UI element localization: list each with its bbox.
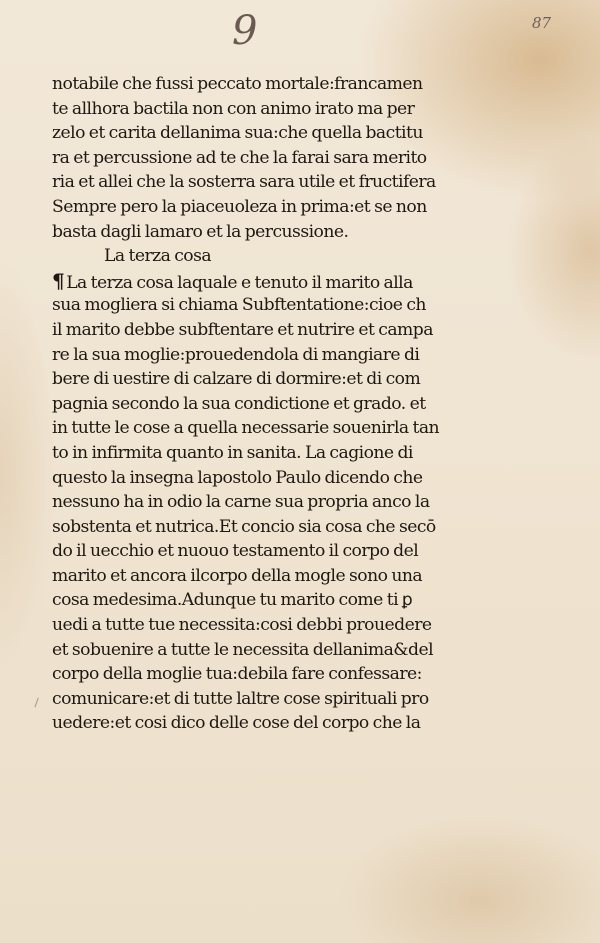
text-line: cosa medesima.Adunque tu marito come ti ꝑ bbox=[52, 590, 413, 611]
corner-page-number: 87 bbox=[532, 14, 552, 32]
text-line: do il uecchio et nuouo testamento il corpo del bbox=[52, 541, 419, 562]
text-line: marito et ancora ilcorpo della mogle sono una bbox=[52, 565, 423, 586]
text-line: ria et allei che la sosterra sara utile et fructifera bbox=[52, 172, 436, 193]
section-heading: La terza cosa bbox=[104, 246, 212, 267]
text-line: basta dagli lamaro et la percussione. bbox=[52, 221, 349, 242]
text-line: uedi a tutte tue necessita:cosi debbi prouedere bbox=[52, 615, 432, 636]
text-line: pagnia secondo la sua condictione et grado. et bbox=[52, 393, 426, 414]
text-block bbox=[52, 72, 464, 736]
text-line: in tutte le cose a quella necessarie souenirla tan bbox=[52, 418, 440, 439]
text-line: questo la insegna lapostolo Paulo dicendo che bbox=[52, 467, 423, 488]
text-line: sua mogliera si chiama Subftentatione:cioe ch bbox=[52, 295, 426, 316]
text-line: et sobuenire a tutte le necessita dellanima&del bbox=[52, 639, 434, 660]
text-line: il marito debbe subftentare et nutrire et campa bbox=[52, 319, 433, 340]
text-line: notabile che fussi peccato mortale:francamen bbox=[52, 74, 423, 94]
pilcrow-mark: ¶ bbox=[52, 268, 65, 293]
text-line: ra et percussione ad te che la farai sara merito bbox=[52, 147, 427, 168]
text-line: zelo et carita dellanima sua:che quella bactitu bbox=[52, 123, 423, 144]
text-line: corpo della moglie tua:debila fare confessare: bbox=[52, 664, 422, 685]
text-line: re la sua moglie:prouedendola di mangiare di bbox=[52, 344, 420, 365]
text-line: Sempre pero la piaceuoleza in prima:et se non bbox=[52, 196, 427, 217]
text-line: La terza cosa laquale e tenuto il marito alla bbox=[66, 272, 413, 293]
text-line: bere di uestire di calzare di dormire:et di com bbox=[52, 369, 421, 390]
text-line: nessuno ha in odio la carne sua propria anco la bbox=[52, 492, 430, 513]
text-line: uedere:et cosi dico delle cose del corpo che la bbox=[52, 713, 421, 734]
margin-mark bbox=[34, 698, 41, 709]
text-line: te allhora bactila non con animo irato ma per bbox=[52, 98, 415, 119]
text-line: comunicare:et di tutte laltre cose spirituali pro bbox=[52, 688, 429, 709]
paragraph-first-line bbox=[52, 269, 464, 294]
handwritten-folio-number: 9 bbox=[232, 8, 259, 54]
text-line: to in infirmita quanto in sanita. La cagione di bbox=[52, 442, 413, 463]
text-line: sobstenta et nutrica.Et concio sia cosa che secō bbox=[52, 516, 436, 537]
